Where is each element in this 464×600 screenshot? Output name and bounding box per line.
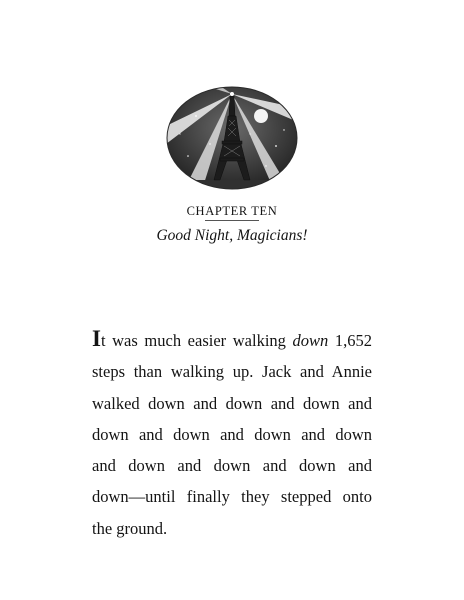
- eiffel-tower-illustration: [166, 86, 298, 190]
- chapter-title: Good Night, Magicians!: [156, 227, 308, 244]
- chapter-number: CHAPTER TEN: [186, 204, 278, 218]
- text-line: down and down and down and down: [92, 424, 372, 444]
- text-fragment: 1,652: [334, 331, 373, 350]
- text-line: walked down and down and down and: [92, 393, 372, 413]
- text-line: and down and down and down and: [92, 456, 372, 476]
- text-fragment: t was much easier walking: [100, 331, 286, 350]
- emphasized-word: down: [292, 331, 329, 350]
- chapter-divider: [205, 220, 259, 221]
- text-line: [92, 325, 372, 356]
- text-line: steps than walking up. Jack and Annie: [92, 362, 372, 382]
- drop-cap: I: [92, 326, 101, 351]
- text-line: down—until finally they stepped onto: [92, 487, 372, 507]
- text-line: the ground.: [92, 518, 168, 538]
- body-text: [92, 325, 372, 544]
